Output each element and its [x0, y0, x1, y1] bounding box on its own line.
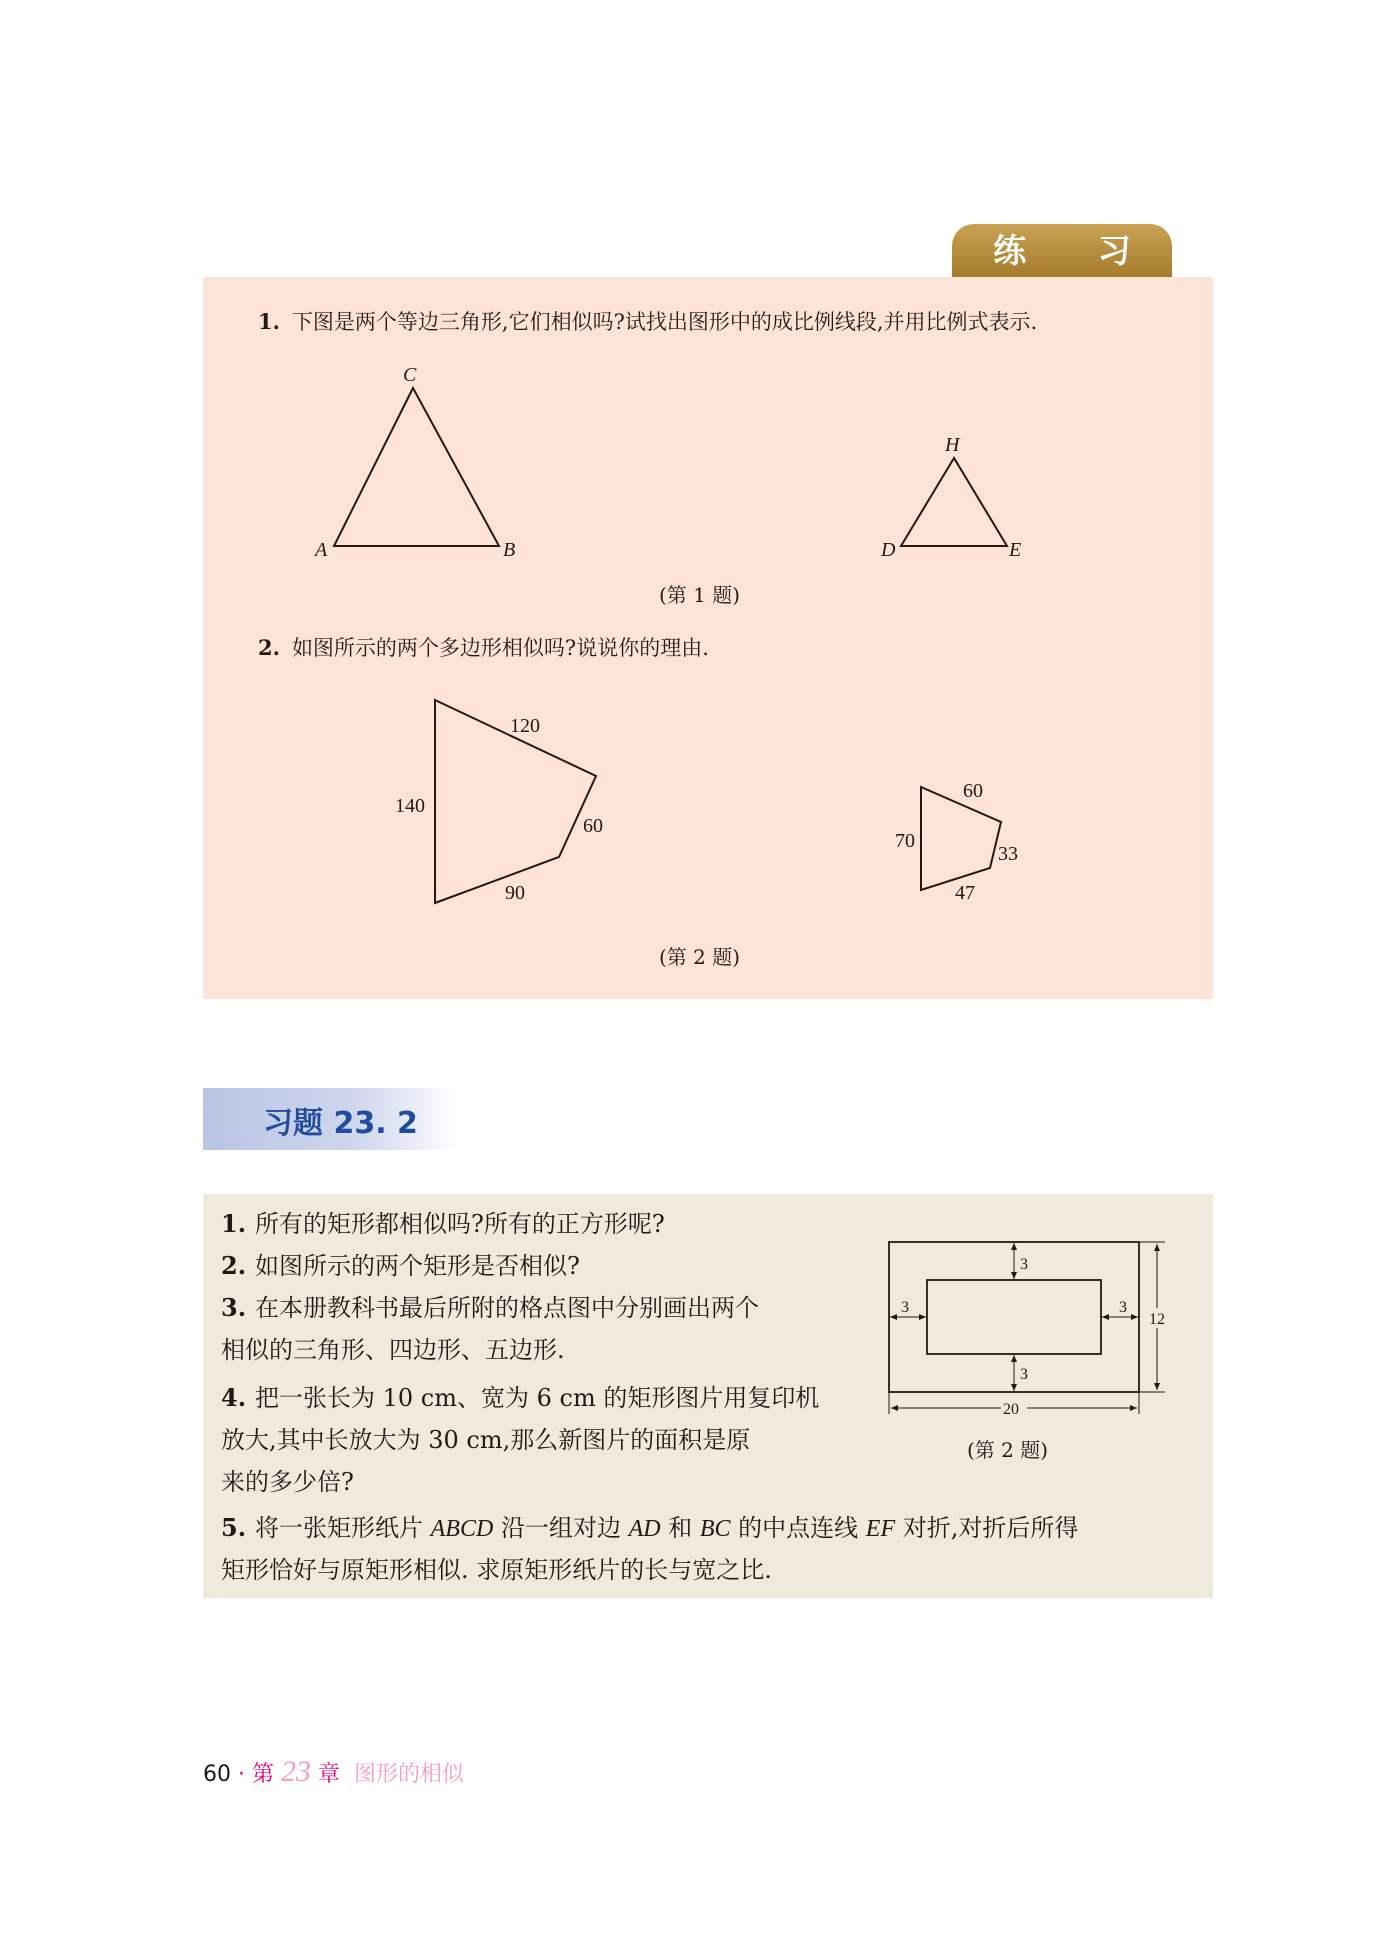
edge-label-33: 33 — [998, 843, 1018, 865]
rectangles-figure — [863, 1224, 1163, 1424]
exercise-number: 1. — [221, 1209, 247, 1238]
footer-dot: · — [238, 1762, 245, 1787]
label-e: E — [1009, 539, 1022, 561]
dim-bottom-gap: 3 — [1020, 1366, 1028, 1383]
dim-right-gap: 3 — [1119, 1299, 1127, 1316]
edge-label-140: 140 — [395, 795, 425, 817]
chapter-suffix: 章 — [318, 1762, 341, 1787]
practice-panel — [203, 277, 1213, 999]
triangle-dhe — [901, 458, 1007, 546]
label-b: B — [503, 539, 516, 561]
practice-question-2 — [258, 633, 709, 663]
question-text: 如图所示的两个多边形相似吗?说说你的理由. — [291, 636, 709, 660]
question-number: 2. — [258, 635, 280, 660]
exercise-4-line-3: 来的多少倍? — [221, 1468, 354, 1496]
chapter-title: 图形的相似 — [354, 1762, 465, 1787]
exercise-number: 3. — [221, 1293, 247, 1322]
dim-width: 20 — [1003, 1401, 1019, 1418]
label-d: D — [881, 539, 896, 561]
exercise-line: 所有的矩形都相似吗?所有的正方形呢? — [255, 1210, 665, 1238]
exercise-1 — [221, 1204, 665, 1244]
page-footer — [203, 1755, 464, 1789]
label-h: H — [945, 434, 960, 456]
label-a: A — [315, 539, 328, 561]
exercise-title-text: 习题 23. 2 — [263, 1106, 418, 1141]
question-number: 1. — [258, 309, 280, 334]
exercise-4-line-2: 放大,其中长放大为 30 cm,那么新图片的面积是原 — [221, 1426, 751, 1454]
edge-label-60: 60 — [583, 815, 603, 837]
edge-label-47: 47 — [955, 882, 975, 904]
edge-label-70: 70 — [895, 830, 915, 852]
question-text: 下图是两个等边三角形,它们相似吗?试找出图形中的成比例线段,并用比例式表示. — [291, 310, 1038, 334]
exercise-line: 如图所示的两个矩形是否相似? — [255, 1252, 580, 1280]
exercise-2 — [221, 1246, 580, 1286]
edge-label-small-60: 60 — [963, 780, 983, 802]
exercise-3-line-2: 相似的三角形、四边形、五边形. — [221, 1336, 565, 1364]
exercise-panel — [203, 1194, 1213, 1598]
quad-small — [921, 787, 1001, 890]
exercise-line: 把一张长为 10 cm、宽为 6 cm 的矩形图片用复印机 — [255, 1384, 820, 1412]
exercise-5: 5. 将一张矩形纸片 ABCD 沿一组对边 AD 和 BC 的中点连线 EF 对折,对折后所得 — [221, 1508, 1078, 1549]
label-c: C — [403, 364, 417, 386]
exercise-number: 2. — [221, 1251, 247, 1280]
dim-height: 12 — [1149, 1311, 1165, 1328]
exercise-4 — [221, 1378, 819, 1418]
chapter-prefix: 第 — [252, 1762, 275, 1787]
exercise-title — [203, 1088, 458, 1150]
practice-tab: 练 习 — [952, 224, 1172, 278]
exercise-3 — [221, 1288, 759, 1328]
dim-top-gap: 3 — [1020, 1256, 1028, 1273]
figure-caption-1: (第 1 题) — [659, 583, 741, 607]
page-number: 60 — [203, 1762, 231, 1787]
edge-label-90: 90 — [505, 882, 525, 904]
dim-left-gap: 3 — [901, 1299, 909, 1316]
chapter-number: 23 — [281, 1755, 312, 1788]
exercise-5-line-2: 矩形恰好与原矩形相似. 求原矩形纸片的长与宽之比. — [221, 1556, 772, 1584]
inner-rectangle — [927, 1280, 1101, 1354]
figure-caption-ex-2: (第 2 题) — [967, 1438, 1049, 1462]
exercise-line: 在本册教科书最后所附的格点图中分别画出两个 — [255, 1294, 759, 1322]
triangle-abc — [334, 388, 499, 546]
edge-label-120: 120 — [510, 715, 540, 737]
figure-caption-2: (第 2 题) — [659, 945, 741, 969]
exercise-number: 5. — [221, 1513, 247, 1542]
exercise-number: 4. — [221, 1383, 247, 1412]
